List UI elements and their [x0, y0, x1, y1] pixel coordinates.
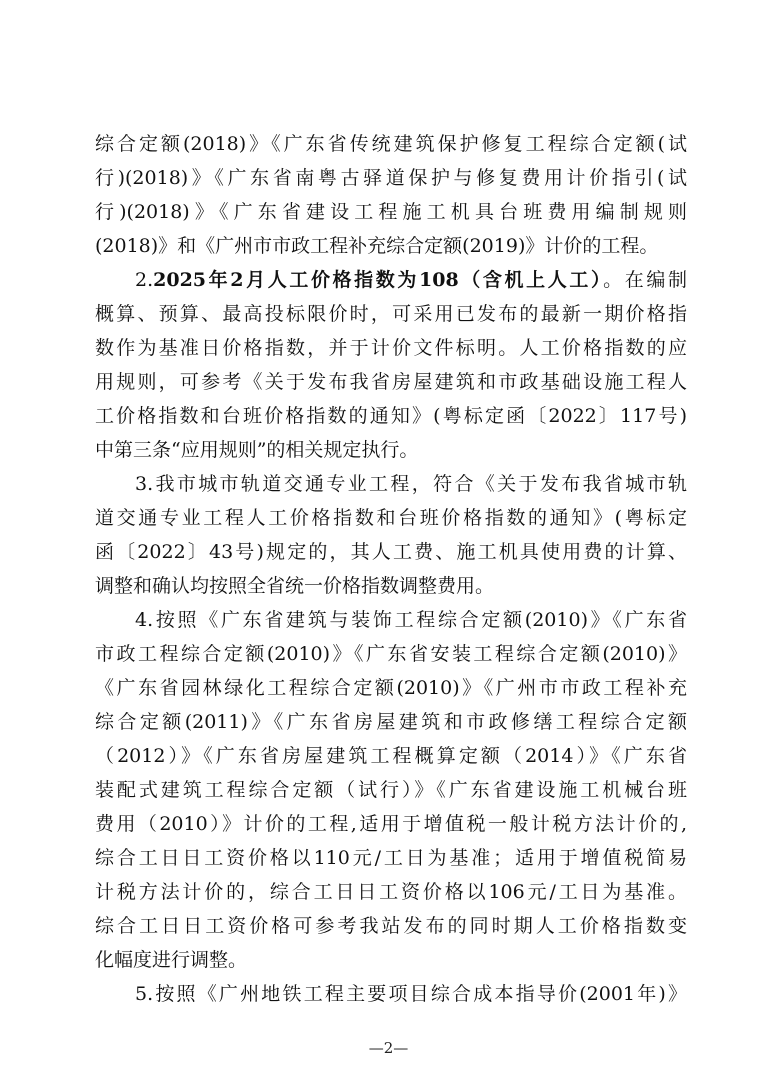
paragraph-line: 费用（2010）》计价的工程,适用于增值税一般计税方法计价的, [95, 813, 687, 835]
paragraph-line: 行)(2018)》《广东省南粤古驿道保护与修复费用计价指引(试 [95, 167, 687, 189]
paragraph-line: (2018)》和《广州市市政工程补充综合定额(2019)》计价的工程。 [95, 235, 659, 257]
paragraph-line: 概算、预算、最高投标限价时，可采用已发布的最新一期价格指 [95, 303, 687, 325]
page-number: —2— [368, 1039, 409, 1057]
paragraph-line: 计税方法计价的，综合工日日工资价格以106元/工日为基准。 [95, 881, 687, 903]
paragraph-line: 综合定额(2011)》《广东省房屋建筑和市政修缮工程综合定额 [95, 711, 687, 733]
paragraph-line: 数作为基准日价格指数，并于计价文件标明。人工价格指数的应 [95, 337, 687, 359]
paragraph-line: 装配式建筑工程综合定额（试行）》《广东省建设施工机械台班 [95, 779, 687, 801]
paragraph-line: 《广东省园林绿化工程综合定额(2010)》《广州市市政工程补充 [95, 677, 687, 699]
paragraph-line: 市政工程综合定额(2010)》《广东省安装工程综合定额(2010)》 [95, 643, 687, 665]
paragraph-line: 综合工日日工资价格可参考我站发布的同时期人工价格指数变 [95, 915, 687, 937]
paragraph-line: 综合工日日工资价格以110元/工日为基准；适用于增值税简易 [95, 847, 687, 869]
item-2-heading-line [135, 263, 687, 297]
paragraph-line: 函〔2022〕43号)规定的，其人工费、施工机具使用费的计算、 [95, 541, 687, 563]
item-2-number: 2. [135, 269, 154, 291]
paragraph-line: （2012）》《广东省房屋建筑工程概算定额（2014）》《广东省 [95, 745, 687, 767]
paragraph-line: 道交通专业工程人工价格指数和台班价格指数的通知》(粤标定 [95, 507, 687, 529]
paragraph-line: 化幅度进行调整。 [95, 949, 248, 971]
paragraph-line: 工价格指数和台班价格指数的通知》(粤标定函〔2022〕117号) [95, 405, 687, 427]
paragraph-line: 用规则，可参考《关于发布我省房屋建筑和市政基础设施工程人 [95, 371, 687, 393]
paragraph-line: 调整和确认均按照全省统一价格指数调整费用。 [95, 575, 495, 597]
paragraph-line: 4.按照《广东省建筑与装饰工程综合定额(2010)》《广东省 [135, 609, 687, 631]
item-2-bold-statement: 2025年2月人工价格指数为108（含机上人工） [153, 269, 604, 291]
paragraph-line: 综合定额(2018)》《广东省传统建筑保护修复工程综合定额(试 [95, 133, 687, 155]
paragraph-line: 行)(2018)》《广东省建设工程施工机具台班费用编制规则 [95, 201, 687, 223]
paragraph-line: 中第三条“应用规则”的相关规定执行。 [95, 439, 419, 461]
item-2-continuation: 。在编制 [603, 269, 687, 291]
paragraph-line: 5.按照《广州地铁工程主要项目综合成本指导价(2001年)》 [135, 983, 687, 1005]
paragraph-line: 3.我市城市轨道交通专业工程，符合《关于发布我省城市轨 [135, 473, 687, 495]
